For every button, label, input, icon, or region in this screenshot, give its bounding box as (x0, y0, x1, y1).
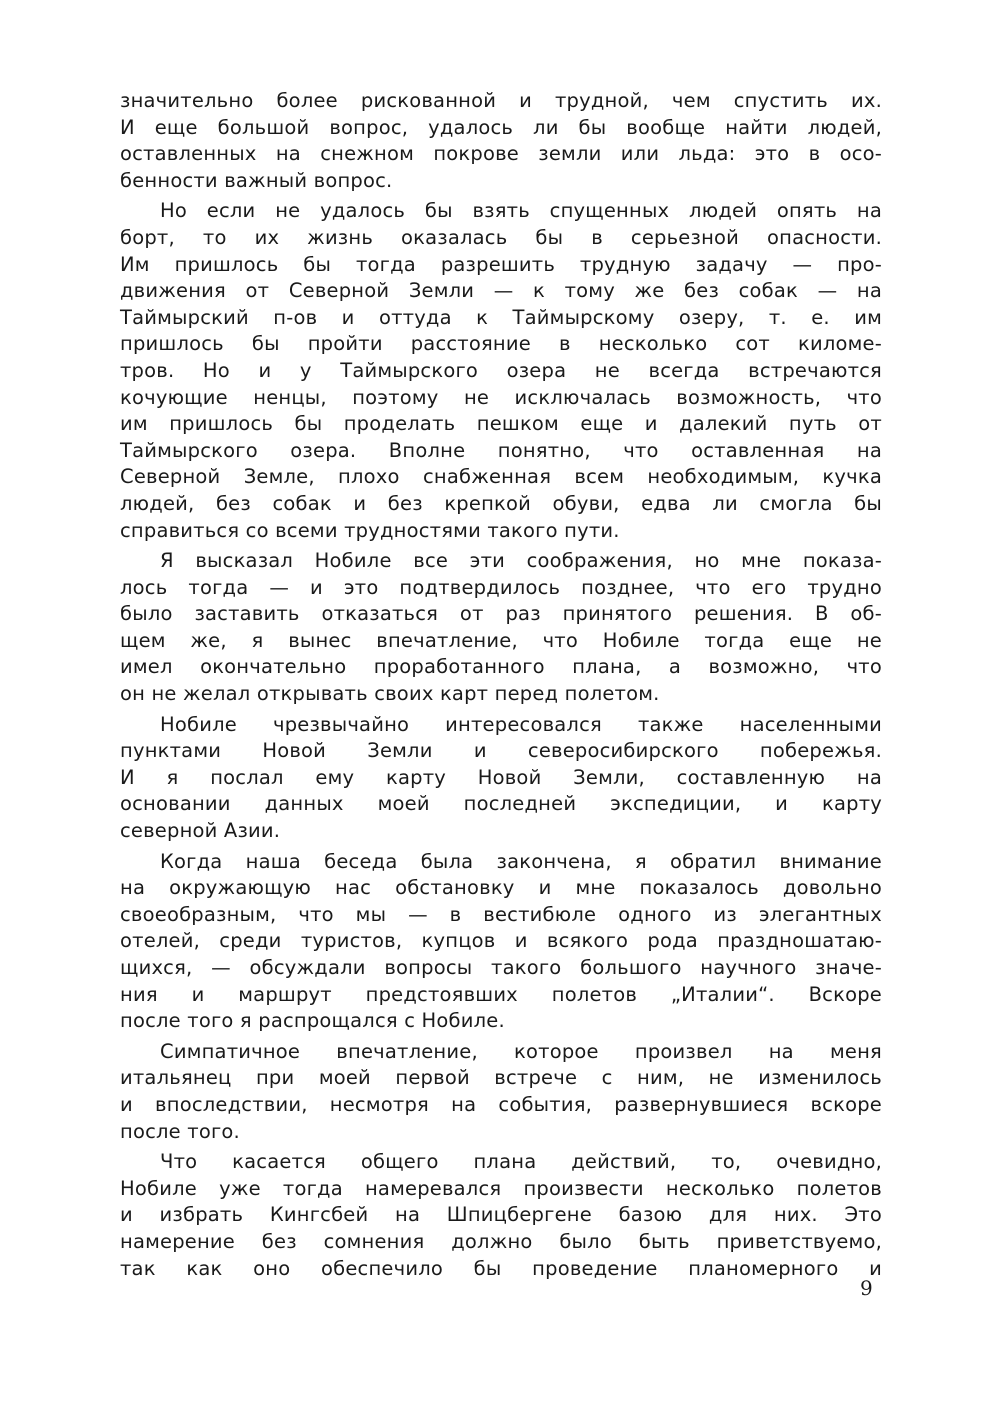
paragraph-5 (120, 849, 882, 1035)
text-line: Таймырского озера. Вполне понятно, что оставленная на (120, 438, 882, 462)
text-line: И еще большой вопрос, удалось ли бы вообще найти людей, (120, 115, 882, 139)
text-line: он не желал открывать своих карт перед полетом. (120, 682, 660, 706)
text-line: было заставить отказаться от раз принятого решения. В об- (120, 602, 882, 626)
text-line: намерение без сомнения должно было быть приветствуемо, (120, 1229, 882, 1253)
text-line: Таймырский п-ов и оттуда к Таймырскому озеру, т. е. им (120, 305, 882, 329)
text-line: бенности важный вопрос. (120, 168, 393, 192)
text-line: движения от Северной Земли — к тому же без собак — на (120, 279, 882, 303)
text-line: значительно более рискованной и трудной, чем спустить их. (120, 89, 882, 112)
paragraph-2 (120, 198, 882, 544)
text-line: Когда наша беседа была закончена, я обратил внимание (160, 849, 882, 873)
text-line: кочующие ненцы, поэтому не исключалась возможность, что (120, 385, 882, 409)
text-line: Им пришлось бы тогда разрешить трудную задачу — про- (120, 252, 882, 276)
text-line: Нобиле чрезвычайно интересовался также населенными (160, 712, 882, 736)
paragraph-1 (120, 88, 882, 194)
text-line: Я высказал Нобиле все эти соображения, но мне показа- (160, 549, 882, 573)
text-line: борт, то их жизнь оказалась бы в серьезной опасности. (120, 225, 882, 249)
paragraph-4 (120, 712, 882, 845)
text-line: Но если не удалось бы взять спущенных людей опять на (160, 199, 882, 223)
text-line: основании данных моей последней экспедиции, и карту (120, 792, 882, 816)
page-number: 9 (860, 1276, 873, 1300)
text-line: Что касается общего плана действий, то, очевидно, (160, 1150, 882, 1174)
text-line: щем же, я вынес впечатление, что Нобиле тогда еще не (120, 628, 882, 652)
text-line: после того. (120, 1119, 240, 1143)
text-line: ния и маршрут предстоявших полетов „Италии“. Вскоре (120, 982, 882, 1006)
paragraph-6 (120, 1039, 882, 1145)
text-line: на окружающую нас обстановку и мне показалось довольно (120, 876, 882, 900)
paragraph-7 (120, 1149, 882, 1282)
text-line: щихся, — обсуждали вопросы такого большого научного значе- (120, 956, 882, 979)
text-line: северной Азии. (120, 819, 281, 843)
text-line: лось тогда — и это подтвердилось позднее, что его трудно (120, 575, 882, 599)
text-line: и избрать Кингсбей на Шпицбергене базою для них. Это (120, 1203, 882, 1227)
text-line: пришлось бы пройти расстояние в несколько сот киломе- (120, 332, 882, 356)
text-line: И я послал ему карту Новой Земли, составленную на (120, 765, 882, 789)
text-line: пунктами Новой Земли и северосибирского побережья. (120, 739, 882, 763)
text-line: итальянец при моей первой встрече с ним, не изменилось (120, 1066, 882, 1090)
text-line: и впоследствии, несмотря на события, развернувшиеся вскоре (120, 1092, 882, 1116)
paragraph-3 (120, 548, 882, 708)
text-line: им пришлось бы проделать пешком еще и далекий путь от (120, 412, 882, 436)
text-line: имел окончательно проработанного плана, а возможно, что (120, 655, 882, 679)
text-line: так как оно обеспечило бы проведение планомерного и (120, 1256, 882, 1280)
page-text (120, 88, 882, 1286)
text-line: Нобиле уже тогда намеревался произвести несколько полетов (120, 1176, 882, 1200)
text-line: отелей, среди туристов, купцов и всякого рода праздношатаю- (120, 929, 882, 953)
text-line: людей, без собак и без крепкой обуви, едва ли смогла бы (120, 491, 882, 515)
text-line: своеобразным, что мы — в вестибюле одного из элегантных (120, 902, 882, 926)
text-line: оставленных на снежном покрове земли или льда: это в осо- (120, 142, 882, 166)
text-line: тров. Но и у Таймырского озера не всегда встречаются (120, 358, 882, 382)
text-line: справиться со всеми трудностями такого пути. (120, 518, 620, 542)
text-line: Симпатичное впечатление, которое произвел на меня (160, 1039, 882, 1063)
text-line: после того я распрощался с Нобиле. (120, 1009, 505, 1033)
text-line: Северной Земле, плохо снабженная всем необходимым, кучка (120, 465, 882, 489)
